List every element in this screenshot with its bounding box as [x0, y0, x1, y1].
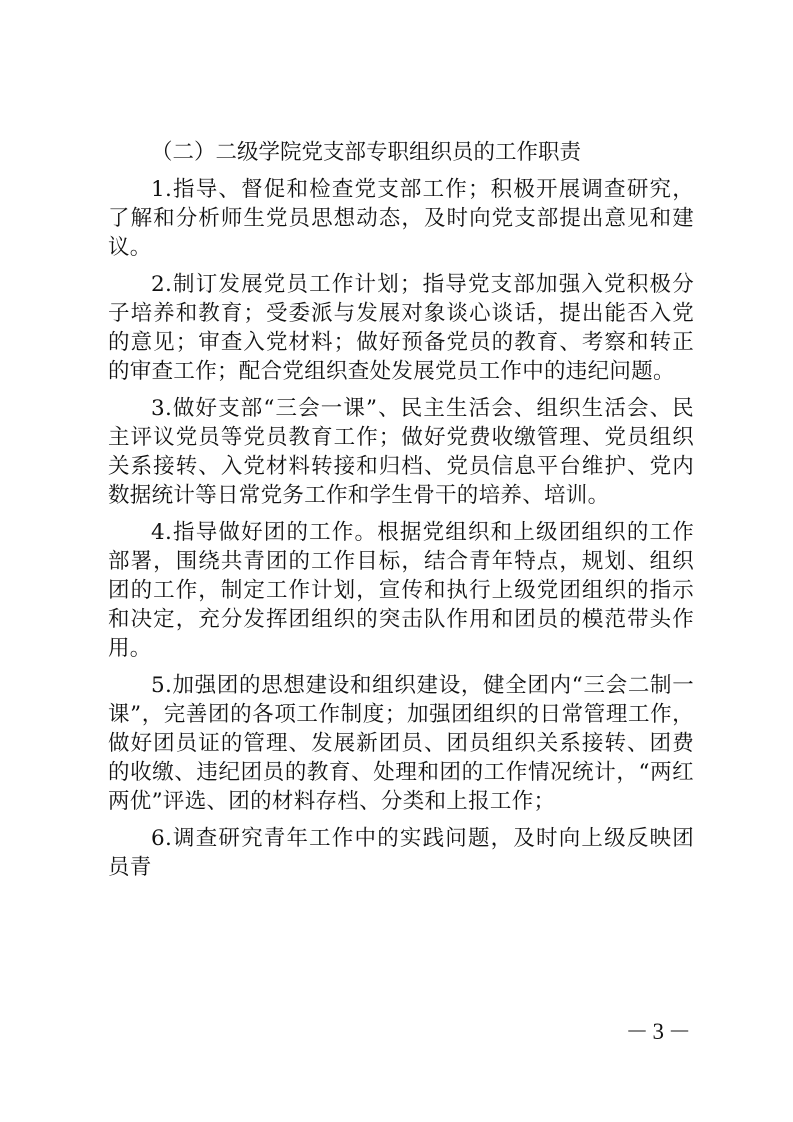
paragraph-duty-3: 3.做好支部“三会一课”、民主生活会、组织生活会、民主评议党员等党员教育工作；做好党费收缴管理、党员组织关系接转、入党材料转接和归档、党员信息平台维护、党内数据统计等日常党务工作和学生骨干的培养、培训。 — [108, 396, 694, 508]
paragraph-duty-2: 2.制订发展党员工作计划；指导党支部加强入党积极分子培养和教育；受委派与发展对象谈心谈话，提出能否入党的意见；审查入党材料；做好预备党员的教育、考察和转正的审查工作；配合党组织查处发展党员工作中的违纪问题。 — [108, 272, 694, 384]
paragraph-duty-1: 1.指导、督促和检查党支部工作；积极开展调查研究，了解和分析师生党员思想动态，及时向党支部提出意见和建议。 — [108, 177, 694, 260]
paragraph-duty-4: 4.指导做好团的工作。根据党组织和上级团组织的工作部署，围绕共青团的工作目标，结合青年特点，规划、组织团的工作，制定工作计划，宣传和执行上级党团组织的指示和决定，充分发挥团组织的突击队作用和团员的模范带头作用。 — [108, 520, 694, 661]
paragraph-duty-6: 6.调查研究青年工作中的实践问题，及时向上级反映团员青 — [108, 826, 694, 880]
document-body — [108, 138, 694, 890]
page-number: －3－ — [625, 1019, 695, 1044]
section-heading: （二）二级学院党支部专职组织员的工作职责 — [151, 140, 582, 165]
paragraph-duty-5: 5.加强团的思想建设和组织建设，健全团内“三会二制一课”，完善团的各项工作制度；加强团组织的日常管理工作，做好团员证的管理、发展新团员、团员组织关系接转、团费的收缴、违纪团员的教育、处理和团的工作情况统计，“两红两优”评选、团的材料存档、分类和上报工作； — [108, 673, 694, 814]
